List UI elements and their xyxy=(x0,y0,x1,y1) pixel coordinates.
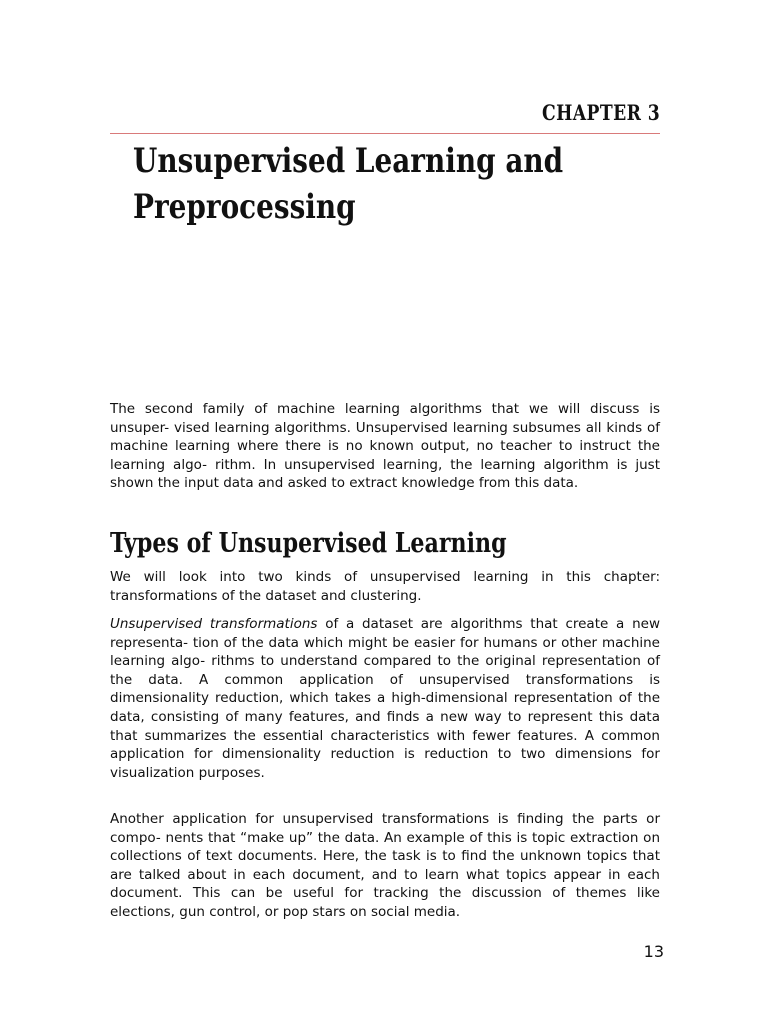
emphasis-term: Unsupervised transformations xyxy=(110,616,318,632)
section-paragraph-3: Another application for unsupervised transformations is finding the parts or compo- nents that “make up” the data. An example of this is topic extraction on collections of text documents. Here, the task is to find the unknown topics that are talked about in each document, and to learn what topics appear in each document. This can be useful for tracking the discussion of themes like elections, gun control, or pop stars on social media. xyxy=(110,811,660,920)
section-paragraph-1: We will look into two kinds of unsupervised learning in this chapter: transformations of the dataset and clustering. xyxy=(110,569,660,604)
chapter-title-line-2: Preprocessing xyxy=(133,187,356,227)
chapter-label: CHAPTER 3 xyxy=(541,100,660,125)
page-number: 13 xyxy=(643,942,664,961)
section-paragraph-2 xyxy=(110,615,660,782)
chapter-rule xyxy=(110,133,660,134)
intro-paragraph: The second family of machine learning algorithms that we will discuss is unsuper- vised learning algorithms. Unsupervised learning subsumes all kinds of machine learning where there is no known output, no teacher to instruct the learning algo- rithm. In unsupervised learning, the learning algorithm is just shown the input data and asked to extract knowledge from this data. xyxy=(110,401,660,492)
section-heading: Types of Unsupervised Learning xyxy=(110,528,507,559)
section-paragraph-2-text: of a dataset are algorithms that create a new representa- tion of the data which might be easier for humans or other machine learning algo- rithms to understand compared to the original representation of the data. A common application of unsupervised transformations is dimensionality reduction, which takes a high-dimensional representation of the data, consisting of many features, and finds a new way to represent this data that summarizes the essential characteristics with fewer features. A common application for dimensionality reduction is reduction to two dimensions for visualization purposes. xyxy=(110,616,660,781)
chapter-title-line-1: Unsupervised Learning and xyxy=(133,141,564,181)
chapter-title xyxy=(133,138,592,230)
